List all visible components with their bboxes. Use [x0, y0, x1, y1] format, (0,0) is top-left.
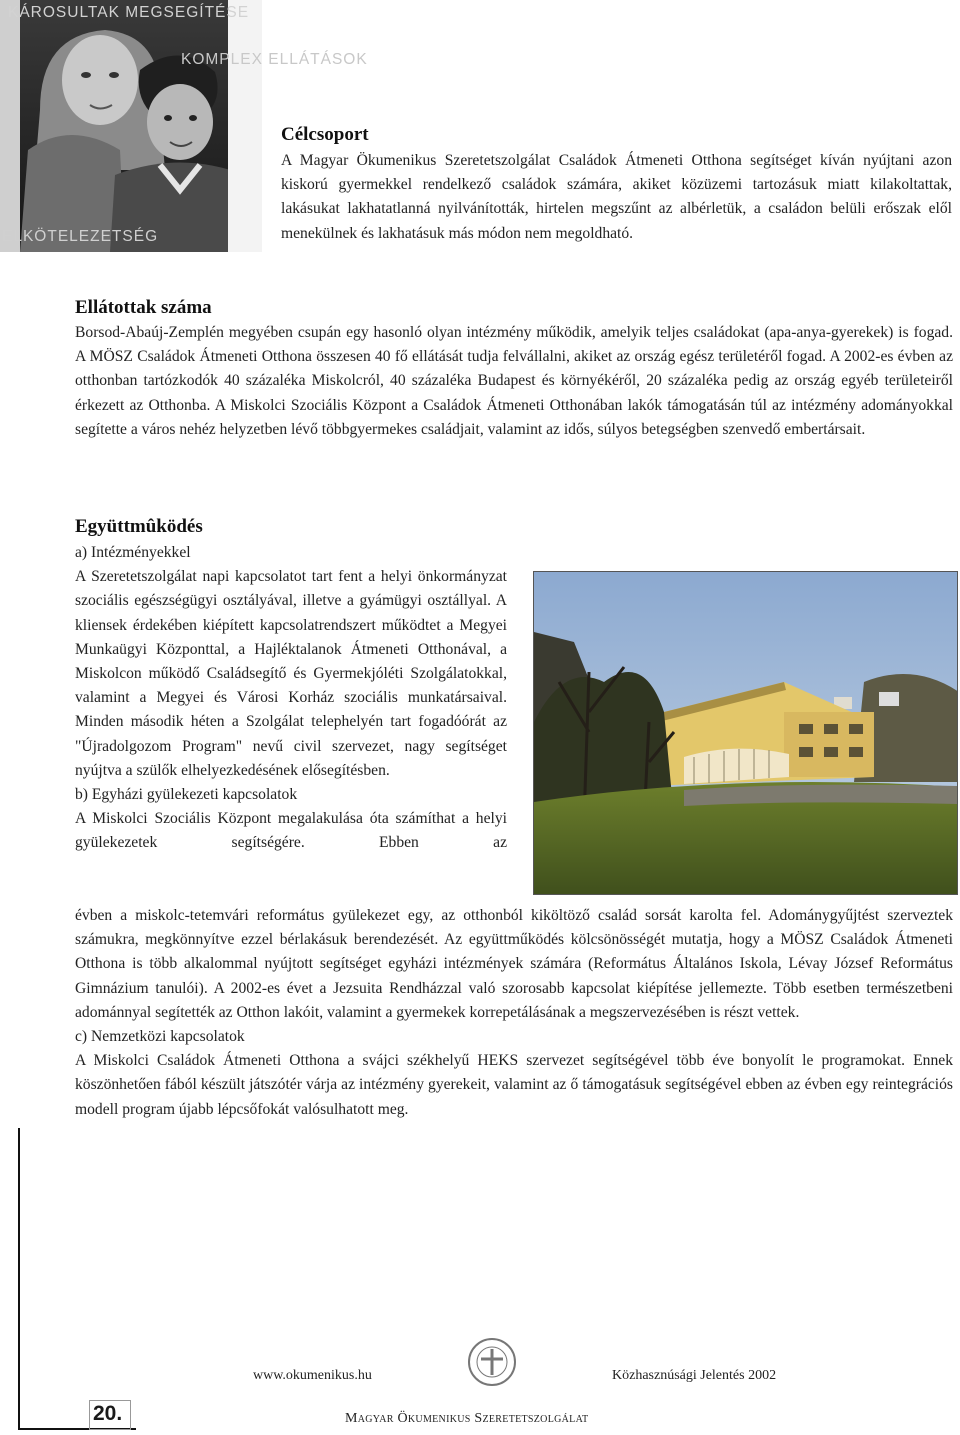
- heading-cooperation: Együttmûködés: [75, 516, 203, 537]
- organization-seal-icon: [467, 1337, 517, 1387]
- page-rule-vertical: [18, 1128, 20, 1430]
- target-group-paragraph: A Magyar Ökumenikus Szeretetszolgálat Családok Átmeneti Otthona segítséget kíván nyújtani azon kiskorú gyermekkel rendelkező családok számára, akiket közüzemi tartozásuk miatt kilakoltattak, lakásukat lakhatatlanná nyilvánították, hirtelen megszűnt az albérletük, a családon belüli erőszak elől menekülnek és lakhatásuk más módon nem megoldható.: [281, 152, 952, 242]
- served-count-text: [75, 321, 953, 442]
- section-label-commitment: ELKÖTELEZETSÉG: [2, 228, 159, 245]
- church-paragraph-start: A Miskolci Szociális Központ megalakulása óta számíthat a helyi gyülekezetek segítségére. Ebben az: [75, 810, 507, 852]
- heading-target-group: Célcsoport: [281, 124, 369, 145]
- page-number-box: [89, 1400, 131, 1430]
- cooperation-narrow-column: [75, 541, 507, 856]
- page-number: 20.: [93, 1402, 123, 1425]
- subheading-international: c) Nemzetközi kapcsolatok: [75, 1028, 245, 1046]
- section-label-complex-care: KOMPLEX ELLÁTÁSOK: [181, 51, 368, 68]
- footer-organization: Magyar Ökumenikus Szeretetszolgálat: [345, 1411, 589, 1426]
- footer-report-title: Közhasznúsági Jelentés 2002: [612, 1368, 777, 1383]
- building-photo: [533, 571, 958, 895]
- international-paragraph: A Miskolci Családok Átmeneti Otthona a svájci székhelyű HEKS szervezet segítségével több éve bonyolít le programokat. Ennek köszönhetően fából készült játszótér várja az intézmény gyerekeit, valamint az ő támogatásuk segítségével ebben az évben egy reintegrációs modell program újabb lépcsőfokát valósulhatott meg.: [75, 1052, 953, 1118]
- footer-website: www.okumenikus.hu: [253, 1368, 372, 1383]
- cooperation-wide-column: [75, 904, 953, 1122]
- subheading-institutions: a) Intézményekkel: [75, 544, 191, 561]
- served-count-paragraph: Borsod-Abaúj-Zemplén megyében csupán egy hasonló olyan intézmény működik, amelyik teljes családokat (apa-anya-gyerekek) is fogad. A MÖSZ Családok Átmeneti Otthona összesen 40 fő ellátását tudja felvállalni, akiket az ország egész területéről fogad. A 2002-es évben az otthonban tartózkodók 40 százaléka Miskolcról, 40 százaléka Budapest és környékéről, 20 százaléka pedig az ország egyéb területeiről érkezett az Otthonba. A Miskolci Szociális Központ a Családok Átmeneti Otthonában lakók támogatásán túl az intézmény adományokkal segítette a város nehéz helyzetben lévő többgyermekes családjait, valamint az idős, súlyos betegségben szenvedő embertársait.: [75, 324, 953, 438]
- institutions-paragraph: A Szeretetszolgálat napi kapcsolatot tart fent a helyi önkormányzat szociális egészségügyi osztályával, illetve a gyámügyi osztállyal. A kliensek érdekében kiépített kapcsolatrendszert működtet a Megyei Munkaügyi Központtal, a Hajléktalanok Átmeneti Otthonával, a Miskolcon működő Családsegítő és Gyermekjóléti Szolgálatokkal, valamint a Megyei és Városi Korház szociális munkatársaival. Minden második héten a Szolgálat telephelyén tart fogadóórát az "Újradolgozom Program" nevű civil szervezet, nagy segítséget nyújtva a szülők elhelyezkedésének elősegítésben.: [75, 568, 507, 779]
- target-group-text: [281, 149, 952, 246]
- children-photo: [0, 0, 262, 252]
- section-label-damaged: KÁROSULTAK MEGSEGÍTÉSE: [8, 4, 250, 21]
- church-paragraph-continued: évben a miskolc-tetemvári református gyülekezet egy, az otthonból kiköltöző család sorsát karolta fel. Adománygyűjtést szerveztek számukra, megkönnyítve ezzel bérlakásuk berendezését. Az együttműködés kölcsönösségét mutatja, hogy a MÖSZ Családok Átmeneti Otthona is több alkalommal nyújtott segítséget egyházi intézmények számára (Református Általános Iskola, Lévay József Református Gimnázium tanulói). A 2002-es évet a Jezsuita Rendházzal való szorosabb kapcsolat kiépítése jellemezte. Több esetben természetbeni adománnyal segítették az Otthon lakóit, valamint a gyermekek korrepetálásának a megszervezésében is részt vettek.: [75, 907, 953, 1021]
- heading-served-count: Ellátottak száma: [75, 297, 212, 318]
- subheading-church: b) Egyházi gyülekezeti kapcsolatok: [75, 786, 298, 804]
